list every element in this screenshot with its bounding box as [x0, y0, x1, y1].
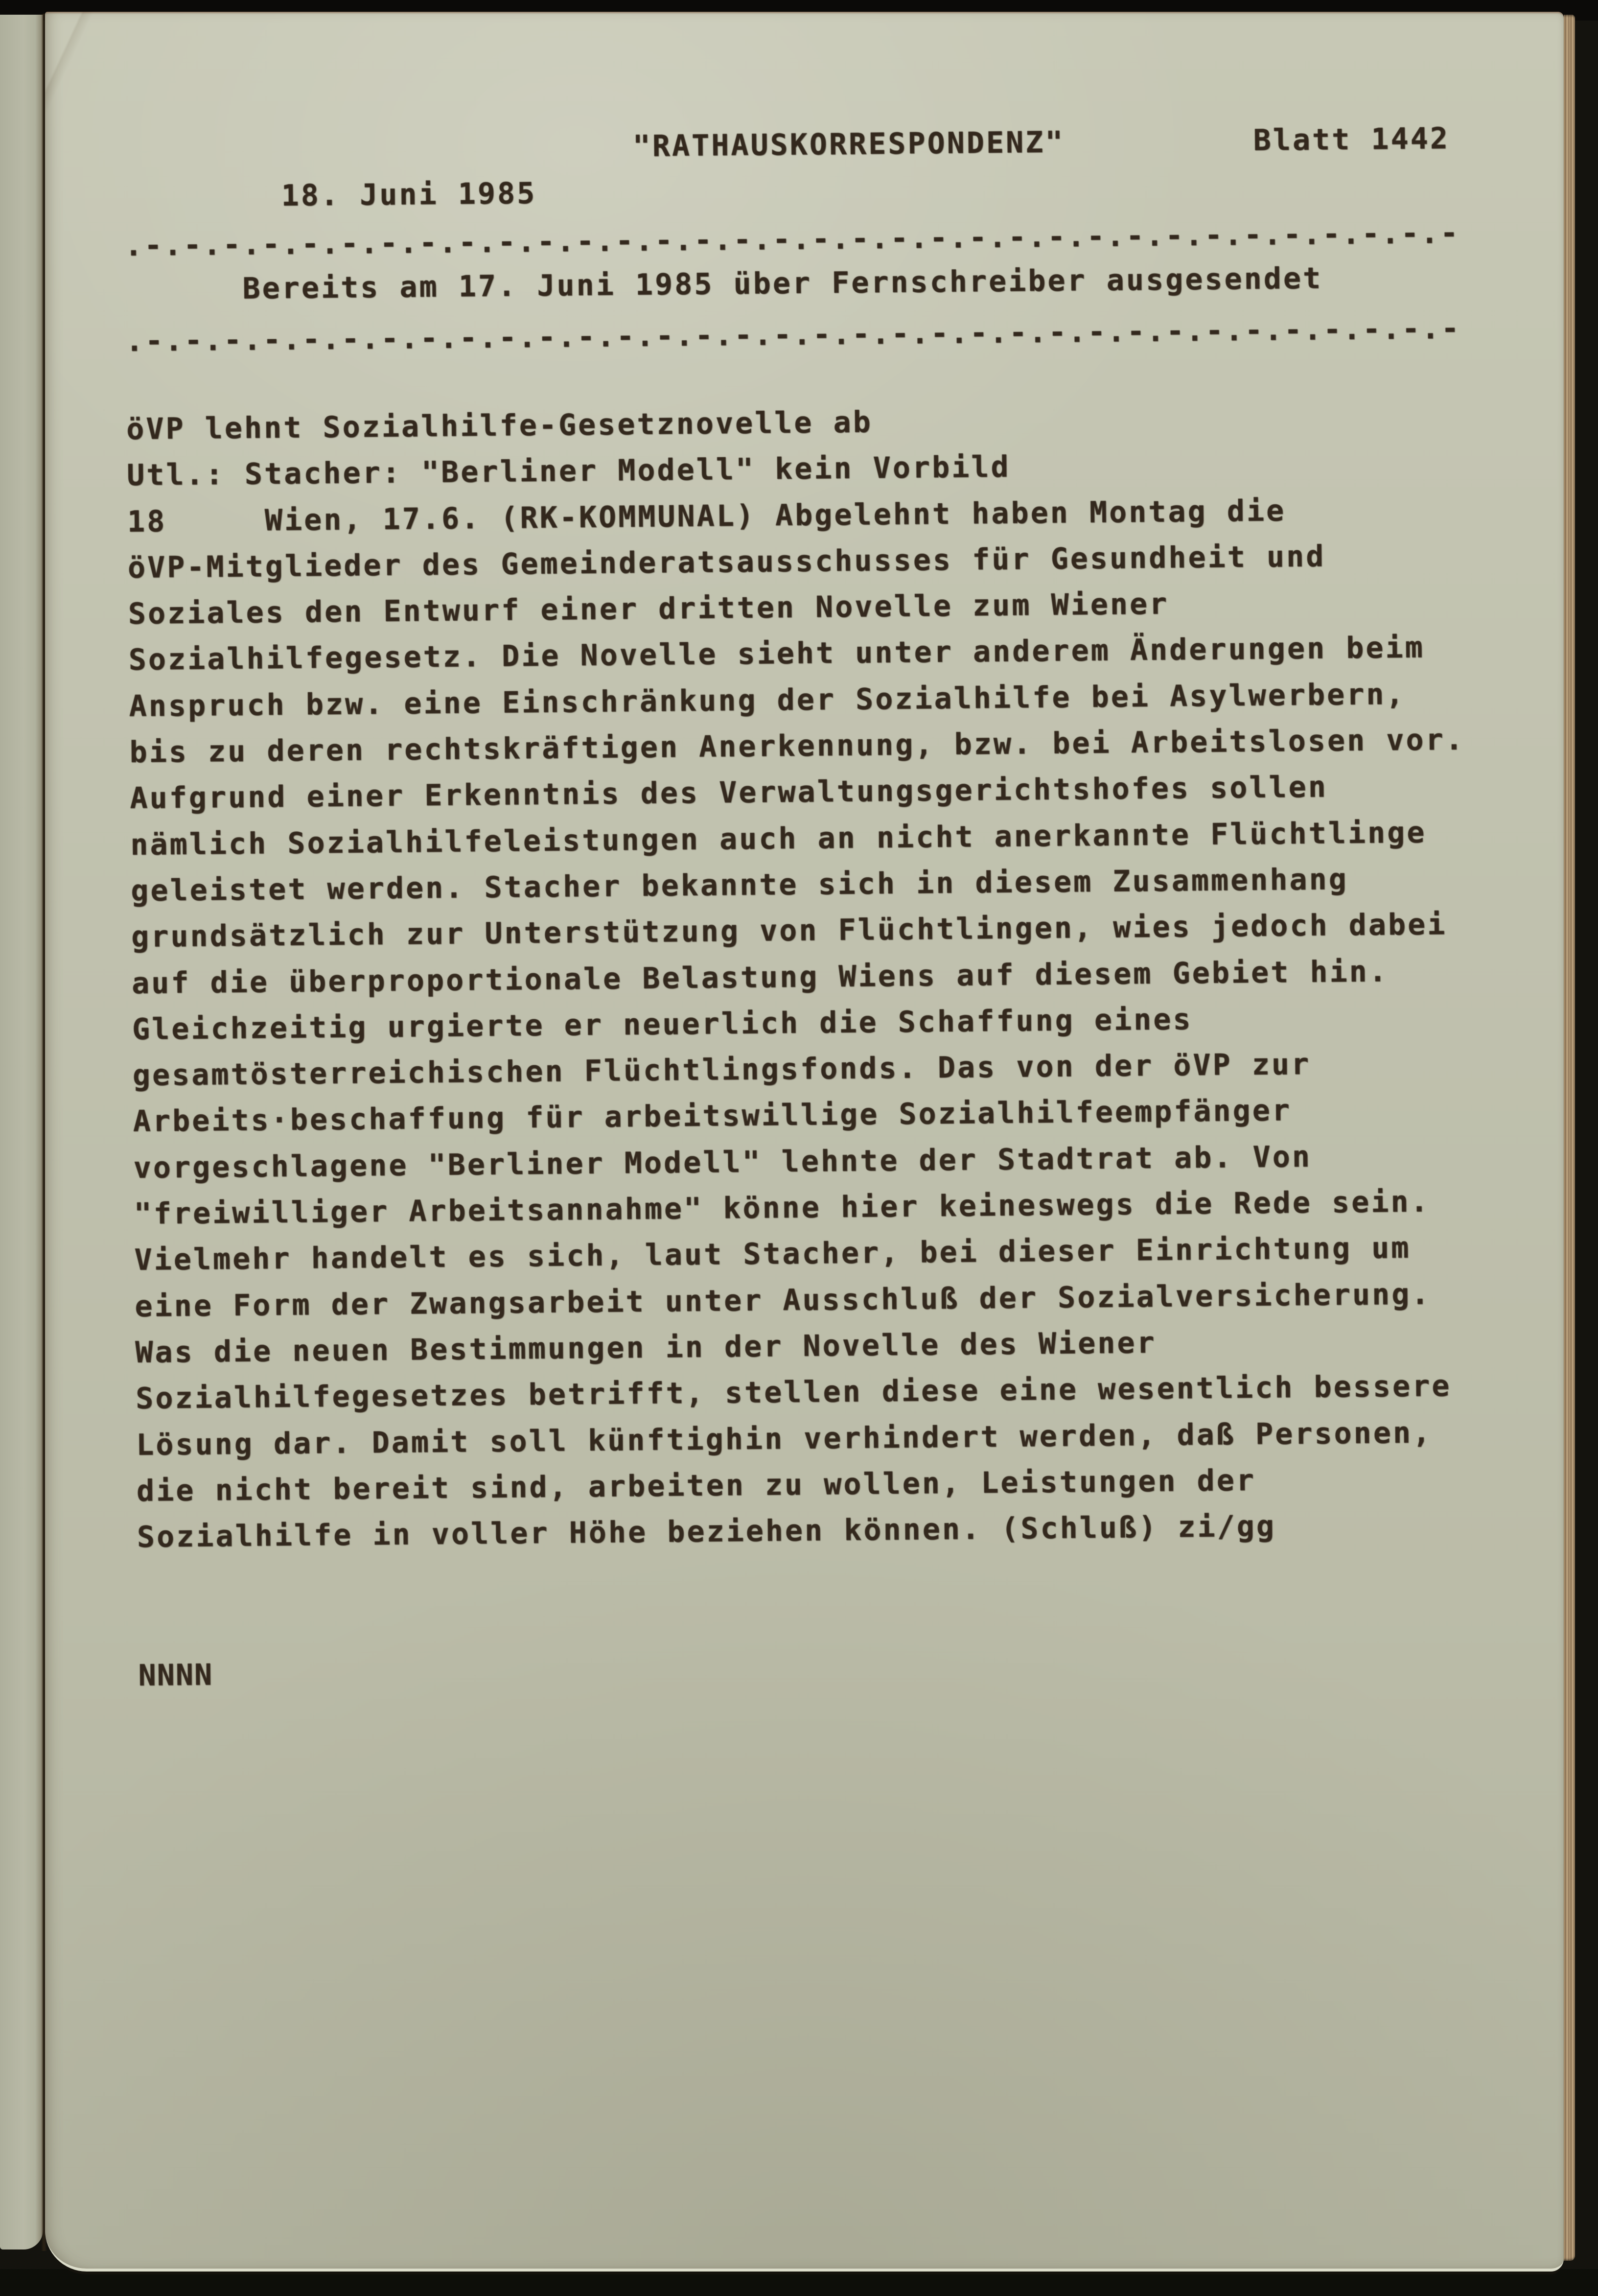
- typed-line: auf die überproportionale Belastung Wiens auf diesem Gebiet hin.: [131, 954, 1389, 1001]
- telex-end-code: NNNN: [138, 1658, 213, 1693]
- telex-notice: Bereits am 17. Juni 1985 über Fernschreiber ausgesendet: [242, 261, 1323, 306]
- typed-line: die nicht bereit sind, arbeiten zu wollen, Leistungen der: [136, 1463, 1256, 1508]
- typed-line: Gleichzeitig urgierte er neuerlich die Schaffung eines: [132, 1002, 1193, 1047]
- header-title: "RATHAUSKORRESPONDENZ": [632, 125, 1065, 164]
- article-subtitle: Utl.: Stacher: "Berliner Modell" kein Vorbild: [126, 449, 1011, 493]
- typed-line: öVP-Mitglieder des Gemeinderatsausschusses für Gesundheit und: [127, 539, 1326, 585]
- typed-line: gesamtösterreichischen Flüchtlingsfonds. Das von der öVP zur: [132, 1047, 1311, 1093]
- page-edge-stack: [1564, 15, 1575, 2261]
- typed-line: Sozialhilfegesetzes betrifft, stellen diese eine wesentlich bessere: [135, 1369, 1452, 1416]
- typed-line: Was die neuen Bestimmungen in der Novelle des Wiener: [135, 1325, 1157, 1370]
- typed-line: grundsätzlich zur Unterstützung von Flüchtlingen, wies jedoch dabei: [131, 907, 1447, 955]
- article-body: [126, 394, 1473, 1561]
- document-page: [45, 12, 1564, 2272]
- typed-line: Sozialhilfegesetz. Die Novelle sieht unter anderem Änderungen beim: [128, 631, 1425, 678]
- typed-line: Soziales den Entwurf einer dritten Novelle zum Wiener: [128, 586, 1169, 632]
- article-headline: öVP lehnt Sozialhilfe-Gesetznovelle ab: [126, 405, 873, 446]
- typed-line: "freiwilliger Arbeitsannahme" könne hier keineswegs die Rede sein.: [134, 1184, 1430, 1231]
- typed-line: 18 Wien, 17.6. (RK-KOMMUNAL) Abgelehnt haben Montag die: [127, 493, 1286, 539]
- typed-line: vorgeschlagene "Berliner Modell" lehnte der Stadtrat ab. Von: [133, 1139, 1312, 1185]
- typed-line: eine Form der Zwangsarbeit unter Ausschluß der Sozialversicherung.: [135, 1277, 1431, 1324]
- typed-line: Sozialhilfe in voller Höhe beziehen können. (Schluß) zi/gg: [137, 1509, 1276, 1554]
- typed-line: Arbeits·beschaffung für arbeitswillige Sozialhilfeempfänger: [133, 1093, 1292, 1139]
- typewritten-content: [122, 0, 1514, 2264]
- telex-separator-top: .-.-.-.-.-.-.-.-.-.-.-.-.-.-.-.-.-.-.-.-.-.-.-.-.-.-.-.-.-.-.-.-.-.-: [124, 215, 1460, 263]
- page-header: [123, 115, 1475, 213]
- telex-separator-bottom: .-.-.-.-.-.-.-.-.-.-.-.-.-.-.-.-.-.-.-.-.-.-.-.-.-.-.-.-.-.-.-.-.-.-: [125, 311, 1461, 358]
- header-date: 18. Juni 1985: [281, 176, 537, 213]
- typed-line: Aufgrund einer Erkenntnis des Verwaltungsgerichtshofes sollen: [130, 770, 1328, 816]
- typed-line: Anspruch bzw. eine Einschränkung der Sozialhilfe bei Asylwerbern,: [129, 677, 1406, 724]
- typed-line: nämlich Sozialhilfeleistungen auch an nicht anerkannte Flüchtlinge: [130, 815, 1427, 862]
- header-sheet-number: Blatt 1442: [1253, 121, 1450, 158]
- typed-line: Vielmehr handelt es sich, laut Stacher, bei dieser Einrichtung um: [134, 1231, 1411, 1278]
- typed-line: bis zu deren rechtskräftigen Anerkennung, bzw. bei Arbeitslosen vor.: [129, 722, 1465, 770]
- typed-line: Lösung dar. Damit soll künftighin verhindert werden, daß Personen,: [136, 1415, 1433, 1462]
- typed-line: geleistet werden. Stacher bekannte sich in diesem Zusammenhang: [130, 862, 1349, 908]
- facing-page-edge: [0, 15, 43, 2249]
